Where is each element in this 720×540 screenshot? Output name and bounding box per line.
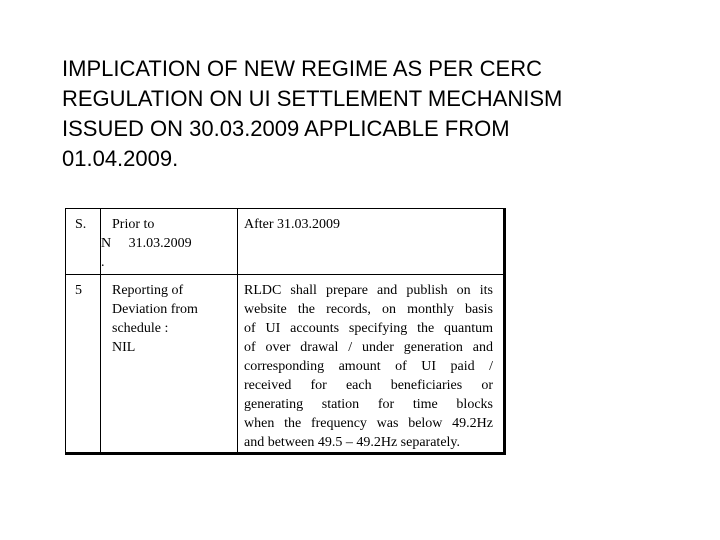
row-divider <box>66 274 503 275</box>
row-after-line: when the frequency was below 49.2Hz <box>244 416 493 431</box>
row-after-line: received for each beneficiaries or <box>244 378 493 393</box>
header-sn: S. <box>75 217 87 232</box>
row-after-line: website the records, on monthly basis <box>244 302 493 317</box>
regime-table <box>65 208 506 455</box>
header-sn-dot: . <box>101 255 105 270</box>
title-line: REGULATION ON UI SETTLEMENT MECHANISM <box>62 86 563 111</box>
row-after-line: and between 49.5 – 49.2Hz separately. <box>244 435 461 450</box>
header-prior <box>101 215 203 272</box>
row-prior-text <box>112 281 230 357</box>
title-line: ISSUED ON 30.03.2009 APPLICABLE FROM <box>62 116 510 141</box>
header-prior-date <box>101 234 192 253</box>
row-after-line: RLDC shall prepare and publish on its <box>244 283 493 298</box>
row-after-line: of over drawal / under generation and <box>244 340 493 355</box>
row-after-line: of UI accounts specifying the quantum <box>244 321 493 336</box>
row-number: 5 <box>75 283 82 298</box>
row-after-line: corresponding amount of UI paid / <box>244 359 493 374</box>
row-after-text <box>244 281 493 452</box>
title-line: 01.04.2009. <box>62 146 179 171</box>
row-prior-line: Deviation from <box>112 302 198 317</box>
row-prior-line: schedule : <box>112 321 169 336</box>
header-sn-cont: N <box>101 236 112 251</box>
header-after: After 31.03.2009 <box>244 217 341 232</box>
row-after-line: generating station for time blocks <box>244 397 493 412</box>
column-divider <box>237 209 238 452</box>
header-prior-label: Prior to <box>112 217 155 232</box>
header-prior-date-value: 31.03.2009 <box>128 236 192 251</box>
title-line: IMPLICATION OF NEW REGIME AS PER CERC <box>62 56 542 81</box>
page-title <box>62 54 682 174</box>
row-prior-line: NIL <box>112 340 136 355</box>
row-prior-line: Reporting of <box>112 283 184 298</box>
